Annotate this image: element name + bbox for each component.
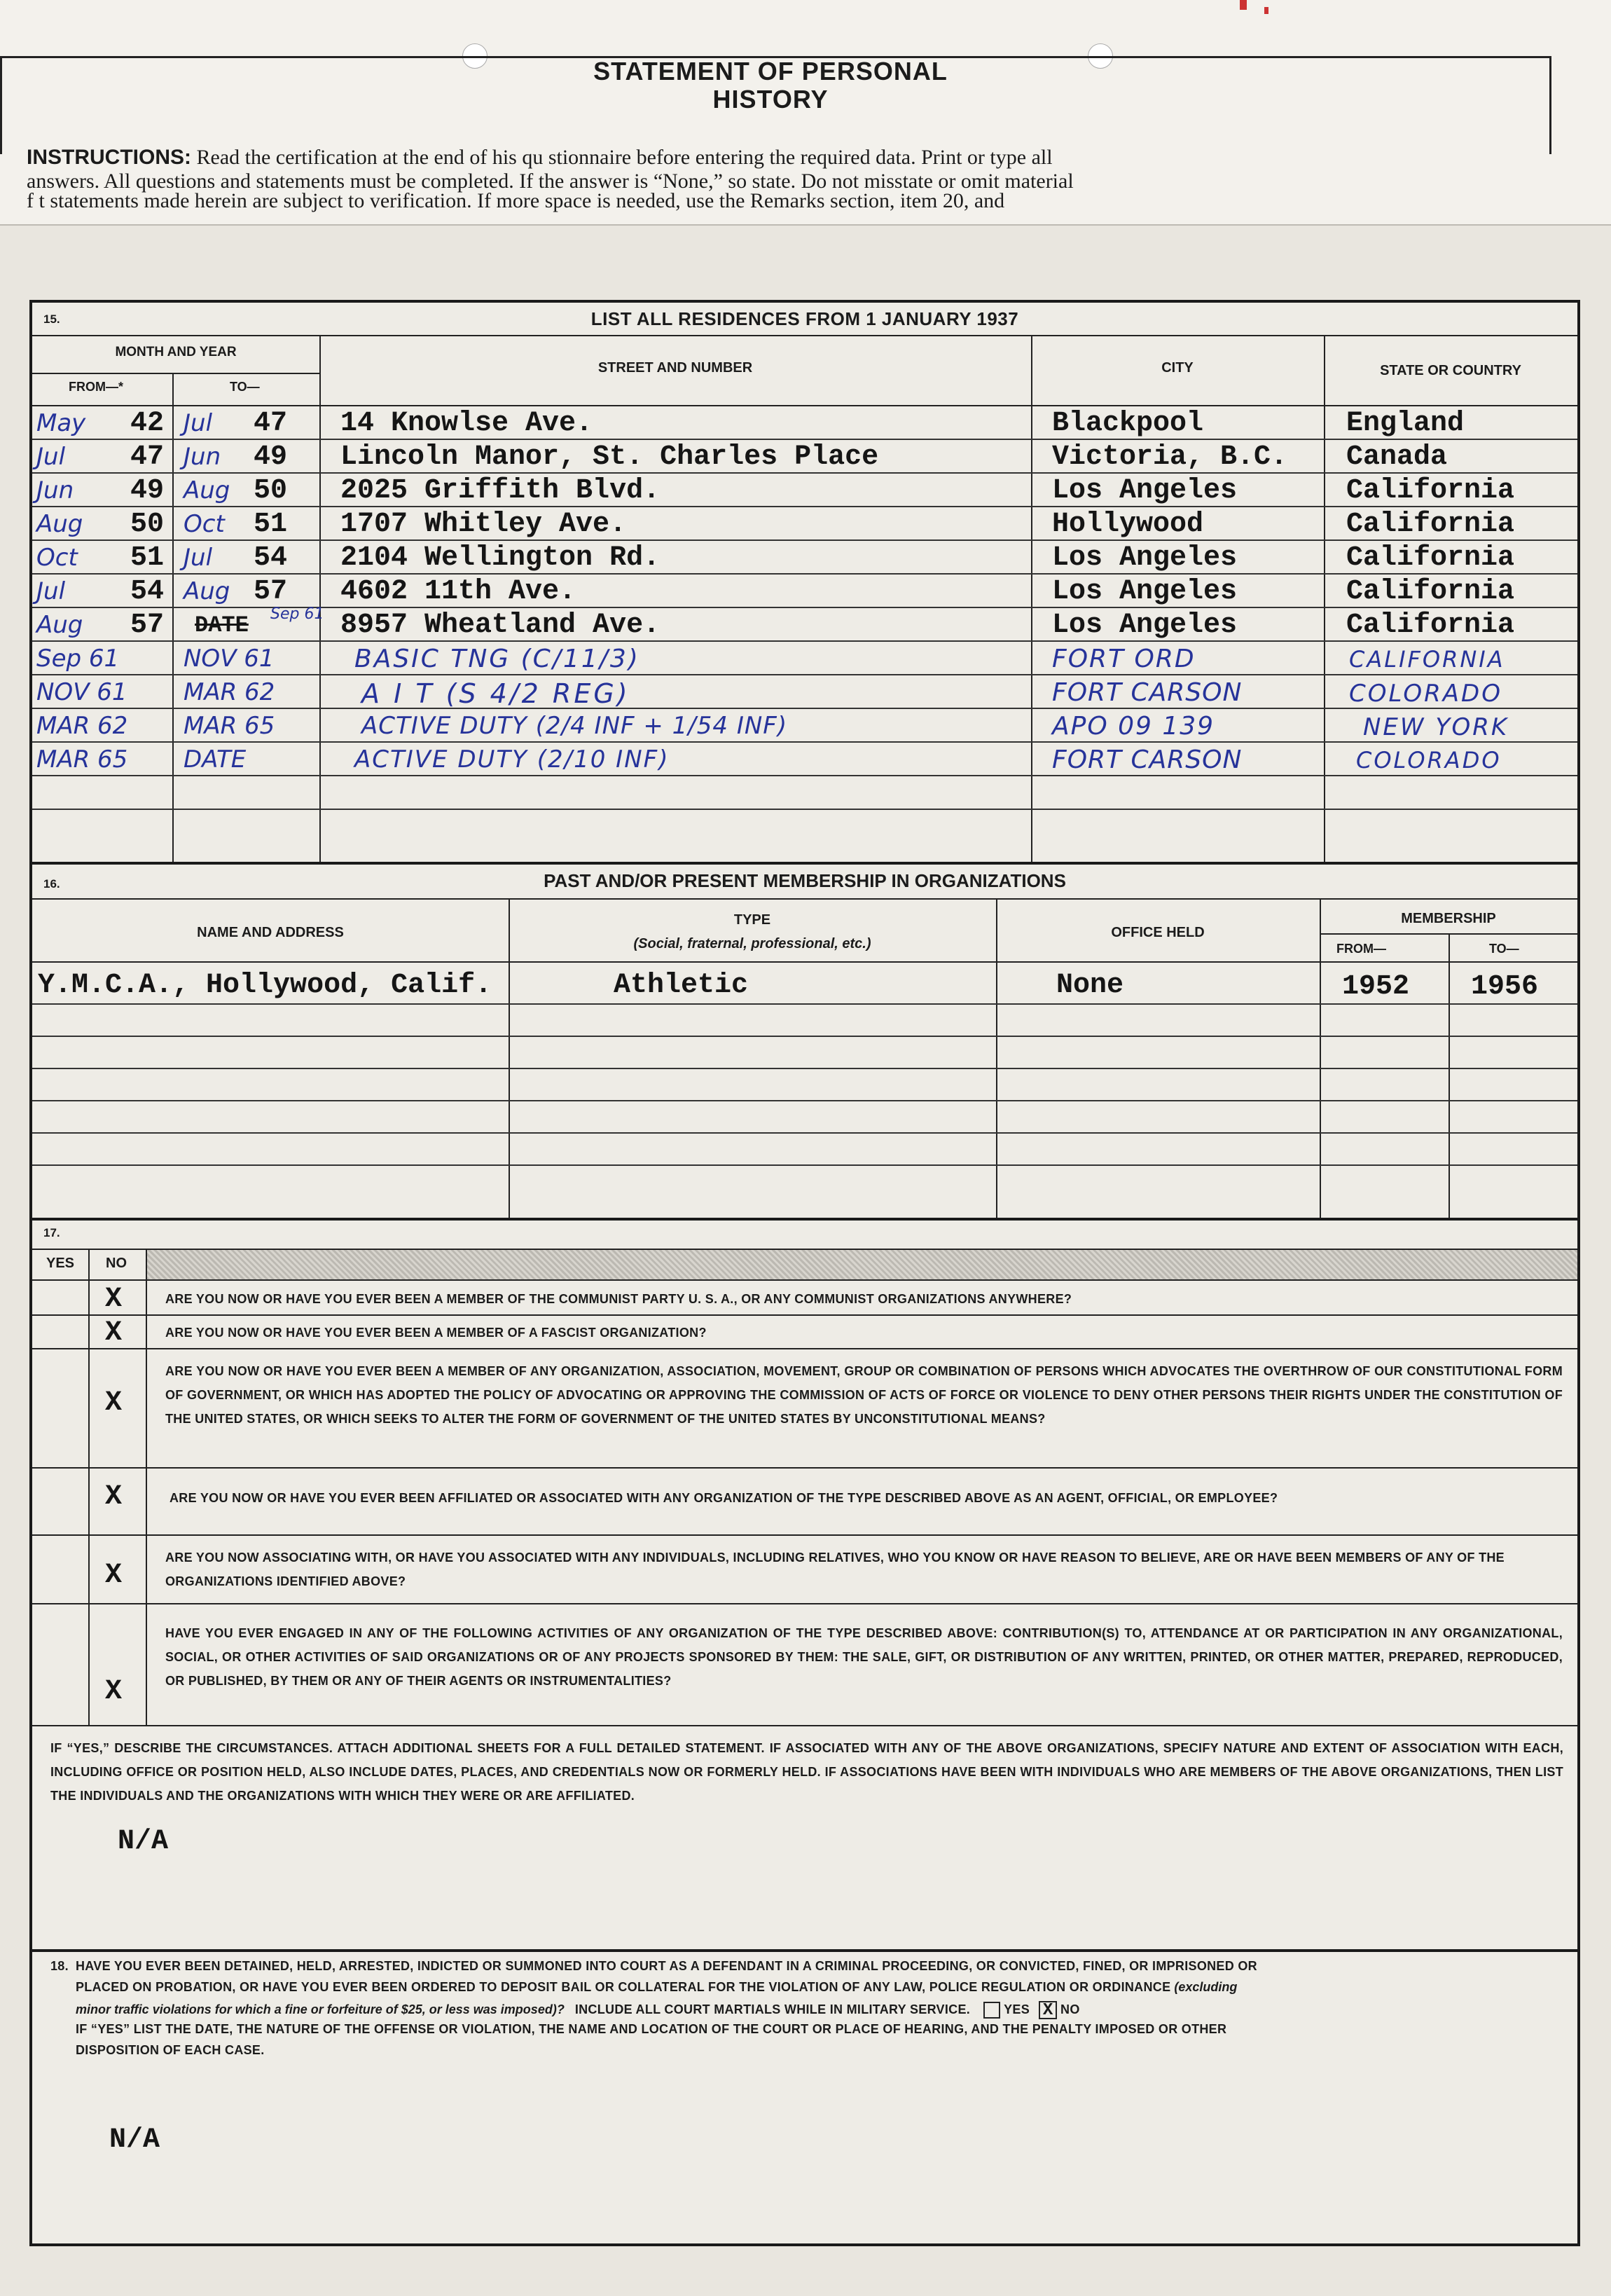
city: Los Angeles (1052, 576, 1238, 607)
col-mem-to: TO— (1489, 942, 1519, 956)
question-row (32, 1349, 1577, 1467)
org-name: Y.M.C.A., Hollywood, Calif. (38, 970, 492, 1001)
question-row (32, 1281, 1577, 1314)
page-title (490, 57, 1051, 114)
state: California (1346, 475, 1515, 507)
section-18-line2b: (excluding (1174, 1980, 1238, 1994)
city: Los Angeles (1052, 475, 1238, 507)
state: California (1346, 542, 1515, 574)
section-17-number: 17. (43, 1226, 60, 1239)
from-month: Jun (36, 476, 74, 504)
from-month: May (36, 409, 86, 437)
to: MAR 65 (184, 712, 275, 740)
state: COLORADO (1356, 747, 1502, 774)
state: COLORADO (1349, 680, 1502, 708)
state: CALIFORNIA (1349, 646, 1505, 673)
state: California (1346, 509, 1515, 540)
col-from: FROM—* (69, 380, 123, 394)
header-right-border (1549, 56, 1551, 154)
from: MAR 65 (36, 745, 128, 774)
to-month: Jun (184, 443, 221, 471)
no-mark: X (105, 1676, 123, 1707)
state: NEW YORK (1363, 713, 1509, 741)
col-month-year: MONTH AND YEAR (115, 345, 237, 359)
city: Blackpool (1052, 408, 1204, 439)
state: California (1346, 576, 1515, 607)
row-rule (32, 1100, 1577, 1101)
header-left-border (0, 56, 2, 154)
street: 2104 Wellington Rd. (340, 542, 661, 574)
org-from: 1952 (1342, 971, 1410, 1003)
rule (32, 373, 319, 374)
residence-row (32, 605, 1577, 641)
section-18-line2a: PLACED ON PROBATION, OR HAVE YOU EVER BEEN ORDERED TO DEPOSIT BAIL OR COLLATERAL FOR THE VIOLATION OF ANY LAW, POLICE REGULATION OR ORDINANCE (76, 1980, 1171, 1994)
row-rule (32, 1036, 1577, 1037)
to-month: Sep 61 (270, 605, 324, 623)
section-18-line4: IF “YES” LIST THE DATE, THE NATURE OF THE OFFENSE OR VIOLATION, THE NAME AND LOCATION OF THE COURT OR PLACE OF HEARING, AND THE PENALTY IMPOSED OR OTHER (76, 2022, 1227, 2036)
no-mark: X (105, 1560, 123, 1591)
col-type: TYPE (733, 912, 771, 928)
section-16-number: 16. (43, 877, 60, 891)
question-text: HAVE YOU EVER ENGAGED IN ANY OF THE FOLLOWING ACTIVITIES OF ANY ORGANIZATION OF THE TYPE DESCRIBED ABOVE: CONTRIBUTION(S) TO, ATTENDANCE AT OR PARTICIPATION IN ANY ORGANIZATIONAL, SOCIAL, OR OTHER ACTIVITIES OF SAID ORGANIZATIONS OR OF ANY PROJECTS SPONSORED BY THEM: THE SALE, GIFT, OR DISTRIBUTION OF ANY WRITTEN, PRINTED, OR OTHER MATTER, PREPARED, REPRODUCED, OR PUBLISHED, BY THEM OR ANY OF THEIR AGENTS OR INSTRUMENTALITIES? (165, 1626, 1563, 1688)
residence-row-handwritten (32, 744, 1577, 775)
no-label: NO (1060, 2002, 1080, 2016)
red-ink-mark (1240, 0, 1247, 10)
state: Canada (1346, 441, 1448, 473)
from-year: 47 (130, 441, 165, 473)
row-rule (32, 1068, 1577, 1069)
to-month: Oct (184, 510, 225, 538)
row-rule (32, 674, 1577, 675)
section-18-line1: HAVE YOU EVER BEEN DETAINED, HELD, ARRESTED, INDICTED OR SUMMONED INTO COURT AS A DEFENDANT IN A CRIMINAL PROCEEDING, OR CONVICTED, FINED, OR IMPRISONED OR (76, 1959, 1257, 1973)
from: NOV 61 (36, 678, 127, 706)
row-rule (32, 1164, 1577, 1166)
section-15-title: LIST ALL RESIDENCES FROM 1 JANUARY 1937 (590, 308, 1019, 329)
residence-row (32, 576, 1577, 607)
from-year: 57 (130, 610, 165, 641)
to-year: 54 (254, 542, 288, 574)
residence-row (32, 542, 1577, 573)
no-mark: X (105, 1284, 123, 1315)
to-year: 49 (254, 441, 288, 473)
col-city: CITY (1161, 360, 1194, 376)
question-text: ARE YOU NOW ASSOCIATING WITH, OR HAVE YOU ASSOCIATED WITH ANY INDIVIDUALS, INCLUDING RELATIVES, WHO YOU KNOW OR HAVE REASON TO BELIEVE, ARE OR HAVE BEEN MEMBERS OF ANY OF THE ORGANIZATIONS IDENTIFIED ABOVE? (165, 1551, 1505, 1588)
from-month: Jul (36, 443, 66, 471)
to-year: DATE (195, 612, 249, 638)
section-18-line2 (76, 1980, 1568, 1995)
row-rule (32, 1132, 1577, 1134)
rule (32, 898, 1577, 900)
col-no: NO (106, 1256, 127, 1271)
from-year: 50 (130, 509, 165, 540)
question-row (32, 1469, 1577, 1534)
section-18-line3 (76, 2001, 1568, 2019)
city: FORT CARSON (1052, 678, 1243, 707)
if-yes-instructions: IF “YES,” DESCRIBE THE CIRCUMSTANCES. ATTACH ADDITIONAL SHEETS FOR A FULL DETAILED STATEMENT. IF ASSOCIATED WITH ANY OF THE ABOVE ORGANIZATIONS, SPECIFY NATURE AND EXTENT OF ASSOCIATION WITH EACH, INCLUDING OFFICE OR POSITION HELD, ALSO INCLUDE DATES, PLACES, AND CREDENTIALS NOW OR FORMERLY HELD. IF ASSOCIATIONS HAVE BEEN WITH INDIVIDUALS WHO ARE MEMBERS OF THE ABOVE ORGANIZATIONS, THEN LIST THE INDIVIDUALS AND THE ORGANIZATIONS WITH WHICH THEY WERE OR ARE AFFILIATED. (50, 1741, 1563, 1803)
page-title-line2: HISTORY (712, 85, 829, 114)
from-month: Jul (36, 577, 66, 605)
rule (32, 405, 1577, 406)
from-year: 54 (130, 576, 165, 607)
section-17 (32, 1221, 1577, 1952)
residence-row (32, 408, 1577, 439)
col-to: TO— (230, 380, 260, 394)
col-name: NAME AND ADDRESS (197, 925, 344, 940)
row-rule (32, 741, 1577, 743)
street: Lincoln Manor, St. Charles Place (340, 441, 879, 473)
org-office: None (1056, 970, 1124, 1001)
question-text: ARE YOU NOW OR HAVE YOU EVER BEEN A MEMBER OF ANY ORGANIZATION, ASSOCIATION, MOVEMENT, GROUP OR COMBINATION OF PERSONS WHICH ADVOCATES THE OVERTHROW OF OUR CONSTITUTIONAL FORM OF GOVERNMENT, OR WHICH HAS ADOPTED THE POLICY OF ADVOCATING OR APPROVING THE COMMISSION OF ACTS OF FORCE OR VIOLENCE TO DENY OTHER PERSONS THEIR RIGHTS UNDER THE CONSTITUTION OF THE UNITED STATES, OR WHICH SEEKS TO ALTER THE FORM OF GOVERNMENT OF THE UNITED STATES BY UNCONSTITUTIONAL MEANS? (165, 1364, 1563, 1426)
question-row (32, 1536, 1577, 1603)
no-mark: X (105, 1317, 123, 1349)
row-rule (32, 708, 1577, 709)
section-18-answer: N/A (109, 2124, 160, 2156)
instructions-line2: answers. All questions and statements must be completed. If the answer is “None,” so state. Do not misstate or omit material (27, 170, 1074, 193)
section-18-line3a: minor traffic violations for which a fine or forfeiture of $25, or less was imposed)? (76, 2002, 565, 2016)
state: California (1346, 610, 1515, 641)
rule (32, 335, 1577, 336)
city: APO 09 139 (1052, 712, 1215, 741)
to-year: 50 (254, 475, 288, 507)
col-office: OFFICE HELD (1111, 925, 1205, 940)
to-year: 51 (254, 509, 288, 540)
to-year: 57 (254, 576, 288, 607)
instructions (27, 146, 1540, 219)
residence-row-handwritten (32, 643, 1577, 674)
section-16-title: PAST AND/OR PRESENT MEMBERSHIP IN ORGANIZATIONS (544, 870, 1066, 891)
page-title-line1: STATEMENT OF PERSONAL (593, 57, 948, 85)
residence-row (32, 475, 1577, 506)
to-year: 47 (254, 408, 288, 439)
instructions-line1 (27, 146, 1540, 170)
org-type: Athletic (614, 970, 749, 1001)
no-checkbox[interactable] (1039, 2001, 1057, 2019)
from-year: 51 (130, 542, 165, 574)
city: Los Angeles (1052, 542, 1238, 574)
from: MAR 62 (36, 712, 128, 740)
section-15-number: 15. (43, 312, 60, 326)
street: 2025 Griffith Blvd. (340, 475, 661, 507)
city: FORT ORD (1052, 645, 1196, 673)
rule (32, 1725, 1577, 1726)
question-row (32, 1604, 1577, 1725)
city: Victoria, B.C. (1052, 441, 1288, 473)
no-mark: X (105, 1387, 123, 1419)
street: BASIC TNG (C/11/3) (354, 645, 640, 673)
instructions-line3: f t statements made herein are subject to verification. If more space is needed, use the Remarks section, item 20, and (27, 189, 1005, 212)
street: 4602 11th Ave. (340, 576, 576, 607)
col-state: STATE OR COUNTRY (1380, 363, 1521, 378)
section-18 (32, 1952, 1577, 2243)
yes-checkbox[interactable] (983, 2002, 1000, 2019)
street: A I T (S 4/2 REG) (361, 678, 630, 709)
to: DATE (184, 745, 247, 774)
to-month: Jul (184, 409, 213, 437)
from-month: Oct (36, 544, 78, 572)
to-month: Jul (184, 544, 213, 572)
vline (509, 898, 510, 1219)
row-rule (32, 1003, 1577, 1005)
org-to: 1956 (1471, 971, 1539, 1003)
to-month: Aug (184, 476, 230, 504)
rule (32, 961, 1577, 963)
vline (1320, 898, 1321, 1219)
question-text: ARE YOU NOW OR HAVE YOU EVER BEEN A MEMBER OF A FASCIST ORGANIZATION? (165, 1326, 707, 1340)
no-checkbox-mark: X (1042, 2001, 1053, 2020)
section-18-line3b: INCLUDE ALL COURT MARTIALS WHILE IN MILITARY SERVICE. (574, 2002, 971, 2016)
from-year: 42 (130, 408, 165, 439)
question-row (32, 1316, 1577, 1348)
to: MAR 62 (184, 678, 275, 706)
section-18-number: 18. (50, 1959, 69, 1973)
question-text: ARE YOU NOW OR HAVE YOU EVER BEEN AFFILIATED OR ASSOCIATED WITH ANY ORGANIZATION OF THE TYPE DESCRIBED ABOVE AS AN AGENT, OFFICIAL, OR EMPLOYEE? (170, 1491, 1278, 1505)
yes-label: YES (1004, 2002, 1030, 2016)
from-month: Aug (36, 510, 83, 538)
instructions-label: INSTRUCTIONS: (27, 146, 191, 169)
col-mem-from: FROM— (1336, 942, 1386, 956)
residence-row-handwritten (32, 677, 1577, 708)
state: England (1346, 408, 1465, 439)
col-street: STREET AND NUMBER (597, 360, 753, 376)
city: Los Angeles (1052, 610, 1238, 641)
header-sheet (0, 0, 1611, 226)
from: Sep 61 (36, 645, 120, 673)
street: 8957 Wheatland Ave. (340, 610, 661, 641)
to-month: Aug (184, 577, 230, 605)
row-rule (32, 775, 1577, 776)
residence-row (32, 509, 1577, 539)
col-yes: YES (46, 1256, 75, 1271)
instructions-text1: Read the certification at the end of his qu stionnaire before entering the required data. Print or type all (196, 146, 1053, 169)
section-17-answer: N/A (118, 1826, 169, 1857)
row-rule (32, 809, 1577, 810)
shaded-header (147, 1250, 1577, 1279)
street: ACTIVE DUTY (2/10 INF) (354, 745, 670, 774)
city: Hollywood (1052, 509, 1204, 540)
city: FORT CARSON (1052, 745, 1243, 774)
from-month: Aug (36, 611, 83, 639)
to: NOV 61 (184, 645, 275, 673)
question-text: ARE YOU NOW OR HAVE YOU EVER BEEN A MEMBER OF THE COMMUNIST PARTY U. S. A., OR ANY COMMUNIST ORGANIZATIONS ANYWHERE? (165, 1292, 1072, 1306)
street: 14 Knowlse Ave. (340, 408, 593, 439)
street: 1707 Whitley Ave. (340, 509, 627, 540)
red-ink-mark-2 (1264, 7, 1268, 14)
vline (996, 898, 997, 1219)
membership-row (32, 970, 1577, 1002)
col-type-sub: (Social, fraternal, professional, etc.) (633, 936, 871, 951)
section-15 (32, 303, 1577, 863)
residence-row-handwritten (32, 710, 1577, 741)
residence-row (32, 441, 1577, 472)
section-18-line5: DISPOSITION OF EACH CASE. (76, 2043, 265, 2057)
from-year: 49 (130, 475, 165, 507)
no-mark: X (105, 1481, 123, 1513)
street: ACTIVE DUTY (2/4 INF + 1/54 INF) (361, 712, 788, 740)
col-membership: MEMBERSHIP (1401, 911, 1496, 926)
section-16 (32, 863, 1577, 1221)
